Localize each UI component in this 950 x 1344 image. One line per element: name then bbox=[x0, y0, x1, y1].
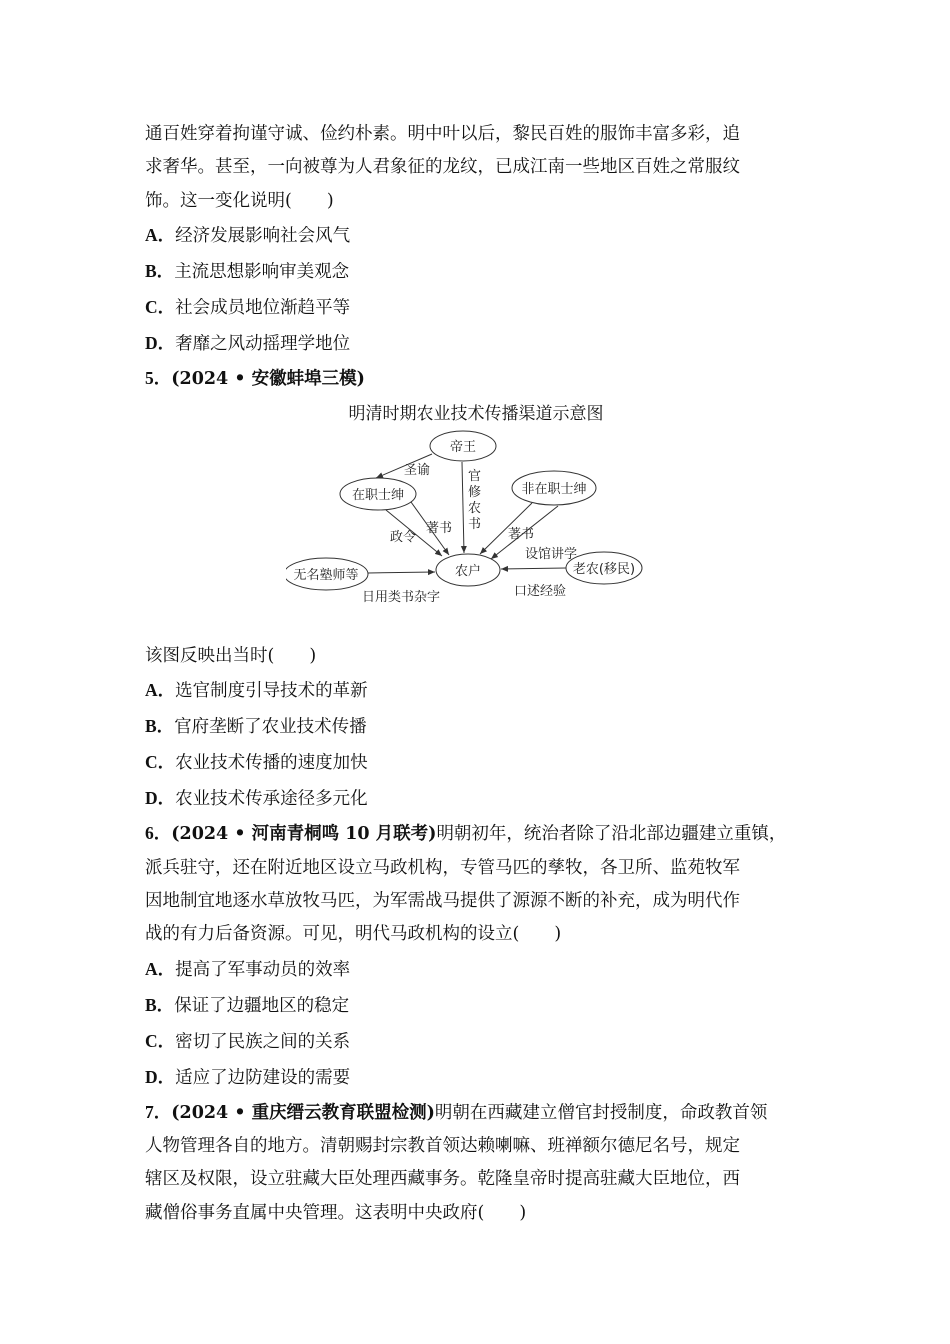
question-5-stem: 该图反映出当时( ) bbox=[145, 646, 317, 667]
edge-edict-label: 圣谕 bbox=[404, 463, 431, 479]
option-letter: D． bbox=[145, 1066, 176, 1087]
question-6-stem-line: 因地制宜地逐水草放牧马匹，为军需战马提供了源源不断的补充，成为明代作 bbox=[145, 891, 740, 912]
question-5-option-c[interactable] bbox=[145, 745, 807, 781]
option-text: 主流思想影响审美观念 bbox=[174, 261, 350, 282]
edge-daily-book bbox=[368, 572, 435, 573]
question-6-stem-line: 派兵驻守，还在附近地区设立马政机构，专管马匹的孳牧，各卫所、监苑牧军 bbox=[145, 857, 740, 878]
edge-oral bbox=[501, 568, 566, 569]
node-teacher-label: 无名塾师等 bbox=[293, 568, 359, 584]
option-text: 农业技术传播的速度加快 bbox=[175, 753, 368, 774]
option-letter: C． bbox=[145, 1030, 176, 1051]
option-text: 奢靡之风动摇理学地位 bbox=[175, 333, 351, 354]
option-letter: C． bbox=[145, 296, 176, 317]
question-5-option-b[interactable] bbox=[145, 709, 807, 745]
question-7-stem-line: 藏僧俗事务直属中央管理。这表明中央政府( ) bbox=[145, 1202, 527, 1223]
option-letter: D． bbox=[145, 788, 176, 809]
question-4-option-b[interactable] bbox=[145, 254, 807, 290]
node-emperor bbox=[430, 431, 496, 461]
edge-official-book bbox=[462, 462, 464, 553]
option-text: 官府垄断了农业技术传播 bbox=[174, 717, 367, 738]
edge-write-book-2-label: 著书 bbox=[508, 527, 535, 543]
edge-lecture-label: 设馆讲学 bbox=[525, 547, 578, 563]
node-old-farmer bbox=[566, 552, 642, 584]
question-4-stem-line: 通百姓穿着拘谨守诚、俭约朴素。明中叶以后，黎民百姓的服饰丰富多彩，追 bbox=[145, 124, 740, 144]
question-number: 6． bbox=[145, 823, 172, 844]
edge-official-book-char: 修 bbox=[468, 485, 482, 501]
edge-oral-label: 口述经验 bbox=[514, 584, 567, 600]
node-emperor-label: 帝王 bbox=[449, 440, 477, 456]
option-letter: B． bbox=[145, 260, 175, 281]
question-5-header bbox=[145, 362, 807, 396]
option-text: 保证了边疆地区的稳定 bbox=[174, 995, 350, 1016]
question-5 bbox=[145, 362, 807, 818]
question-4-stem-line: 饰。这一变化说明( ) bbox=[145, 190, 334, 211]
question-source: (2024 • 河南青桐鸣 10 月联考) bbox=[171, 824, 437, 845]
question-6-stem-line bbox=[145, 817, 807, 851]
node-official-gentry bbox=[340, 478, 416, 510]
node-retired-gentry-label: 非在职士绅 bbox=[521, 482, 587, 498]
question-7-stem-text: 明朝在西藏建立僧官封授制度，命政教首领 bbox=[434, 1102, 768, 1123]
question-4 bbox=[145, 118, 807, 362]
question-7-stem-line: 人物管理各自的地方。清朝赐封宗教首领达赖喇嘛、班禅额尔德尼名号，规定 bbox=[145, 1135, 740, 1156]
edge-daily-book-label: 日用类书杂字 bbox=[362, 590, 441, 606]
question-source: (2024 • 重庆缙云教育联盟检测) bbox=[171, 1102, 435, 1123]
question-7-stem-line: 辖区及权限，设立驻藏大臣处理西藏事务。乾隆皇帝时提高驻藏大臣地位，西 bbox=[145, 1169, 740, 1190]
question-4-option-c[interactable] bbox=[145, 290, 807, 326]
tech-spread-diagram bbox=[286, 428, 666, 638]
question-6-option-b[interactable] bbox=[145, 988, 807, 1024]
edge-decree-label: 政令 bbox=[390, 530, 417, 546]
option-text: 经济发展影响社会风气 bbox=[175, 225, 351, 246]
question-6-stem-text: 明朝初年，统治者除了沿北部边疆建立重镇， bbox=[436, 824, 787, 845]
question-6-stem-line: 战的有力后备资源。可见，明代马政机构的设立( ) bbox=[145, 924, 562, 945]
edge-official-book-char: 官 bbox=[468, 469, 482, 485]
question-6-option-a[interactable] bbox=[145, 952, 807, 988]
figure-title: 明清时期农业技术传播渠道示意图 bbox=[348, 404, 604, 425]
question-7-stem-line bbox=[145, 1096, 807, 1130]
question-4-stem-line: 求奢华。甚至，一向被尊为人君象征的龙纹，已成江南一些地区百姓之常服纹 bbox=[145, 157, 740, 178]
node-retired-gentry bbox=[512, 471, 596, 505]
edge-official-book-char: 农 bbox=[468, 501, 482, 517]
edge-official-book-char: 书 bbox=[468, 517, 482, 533]
option-letter: A． bbox=[145, 680, 176, 701]
question-source: (2024 • 安徽蚌埠三模) bbox=[171, 368, 365, 389]
node-peasant bbox=[436, 554, 500, 586]
option-letter: B． bbox=[145, 716, 175, 737]
option-text: 适应了边防建设的需要 bbox=[175, 1067, 351, 1088]
option-text: 社会成员地位渐趋平等 bbox=[175, 297, 351, 318]
question-6 bbox=[145, 817, 807, 1095]
question-number: 7． bbox=[145, 1101, 172, 1122]
option-text: 提高了军事动员的效率 bbox=[175, 959, 351, 980]
question-6-option-d[interactable] bbox=[145, 1060, 807, 1096]
question-7 bbox=[145, 1096, 807, 1230]
question-number: 5． bbox=[145, 367, 172, 388]
option-text: 农业技术传承途径多元化 bbox=[175, 789, 368, 810]
option-text: 选官制度引导技术的革新 bbox=[175, 681, 368, 702]
question-4-option-d[interactable] bbox=[145, 326, 807, 362]
option-letter: C． bbox=[145, 752, 176, 773]
option-letter: A． bbox=[145, 224, 176, 245]
node-peasant-label: 农户 bbox=[454, 564, 482, 580]
option-letter: B． bbox=[145, 994, 175, 1015]
edge-write-book-1-label: 著书 bbox=[426, 521, 453, 537]
option-text: 密切了民族之间的关系 bbox=[175, 1031, 351, 1052]
node-teacher bbox=[286, 558, 368, 590]
option-letter: D． bbox=[145, 332, 176, 353]
node-official-gentry-label: 在职士绅 bbox=[351, 488, 405, 504]
option-letter: A． bbox=[145, 958, 176, 979]
question-5-option-d[interactable] bbox=[145, 781, 807, 817]
document-page bbox=[145, 118, 807, 1230]
question-6-option-c[interactable] bbox=[145, 1024, 807, 1060]
question-4-option-a[interactable] bbox=[145, 218, 807, 254]
question-5-option-a[interactable] bbox=[145, 673, 807, 709]
node-old-farmer-label: 老农(移民) bbox=[572, 562, 636, 578]
